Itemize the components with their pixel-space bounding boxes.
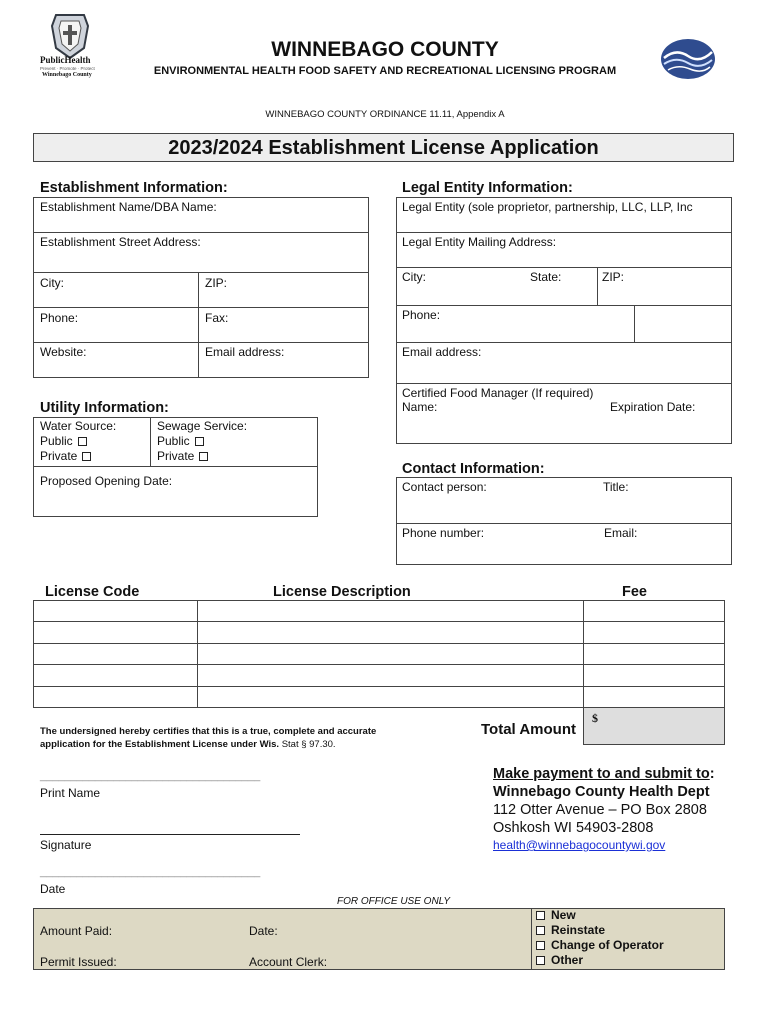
permit-issued-field[interactable]: Permit Issued: [40, 955, 117, 969]
license-code-header: License Code [45, 584, 140, 600]
contact-heading: Contact Information: [402, 461, 545, 477]
contact-phone-field[interactable]: Phone number: [402, 526, 485, 540]
cfm-expiration-field[interactable]: Expiration Date: [610, 400, 696, 414]
office-use-heading: FOR OFFICE USE ONLY [337, 896, 450, 907]
sewage-private-option[interactable]: Private [157, 449, 208, 463]
legal-state-field[interactable]: State: [530, 270, 562, 284]
option-change-of-operator[interactable]: Change of Operator [536, 938, 664, 953]
table-row[interactable] [33, 664, 725, 665]
establishment-city-field[interactable]: City: [40, 276, 64, 290]
checkbox-other[interactable] [536, 956, 545, 965]
page-title: WINNEBAGO COUNTY [271, 38, 499, 61]
logo-text-county: Winnebago County [42, 72, 92, 78]
fee-header: Fee [622, 584, 647, 600]
table-row[interactable] [33, 621, 725, 622]
ordinance-text: WINNEBAGO COUNTY ORDINANCE 11.11, Appendix A [265, 109, 505, 120]
establishment-email-field[interactable]: Email address: [205, 345, 285, 359]
total-amount-field[interactable] [583, 707, 725, 745]
date-line[interactable]: ____________________________________ [40, 866, 261, 878]
establishment-phone-field[interactable]: Phone: [40, 311, 79, 325]
dollar-sign: $ [592, 711, 598, 725]
table-row[interactable] [33, 686, 725, 687]
office-options [536, 908, 664, 968]
cfm-label: Certified Food Manager (If required) [402, 386, 594, 400]
establishment-name-field[interactable]: Establishment Name/DBA Name: [40, 200, 217, 214]
date-label: Date [40, 882, 66, 896]
opening-date-field[interactable]: Proposed Opening Date: [40, 474, 173, 488]
sewage-public-option[interactable]: Public [157, 434, 204, 448]
payment-dept: Winnebago County Health Dept [493, 784, 710, 800]
contact-email-field[interactable]: Email: [604, 526, 638, 540]
water-public-option[interactable]: Public [40, 434, 87, 448]
amount-paid-field[interactable]: Amount Paid: [40, 924, 113, 938]
checkbox-new[interactable] [536, 911, 545, 920]
certification-text: The undersigned hereby certifies that this is a true, complete and accurate application for the Establishment License under Wis. Stat § 97.30. [40, 726, 377, 750]
signature-label: Signature [40, 838, 92, 852]
option-other[interactable]: Other [536, 953, 664, 968]
print-name-line[interactable]: ____________________________________ [40, 770, 261, 782]
form-title-box [33, 133, 734, 162]
sewage-private-checkbox[interactable] [199, 452, 208, 461]
water-private-option[interactable]: Private [40, 449, 91, 463]
total-amount-label: Total Amount [481, 721, 576, 738]
payment-address-2: Oshkosh WI 54903-2808 [493, 820, 654, 836]
option-reinstate[interactable]: Reinstate [536, 923, 664, 938]
legal-mailing-field[interactable]: Legal Entity Mailing Address: [402, 235, 557, 249]
legal-heading: Legal Entity Information: [402, 180, 573, 196]
contact-person-field[interactable]: Contact person: [402, 480, 487, 494]
checkbox-reinstate[interactable] [536, 926, 545, 935]
cfm-name-field[interactable]: Name: [402, 400, 438, 414]
legal-city-field[interactable]: City: [402, 270, 426, 284]
water-public-checkbox[interactable] [78, 437, 87, 446]
establishment-street-field[interactable]: Establishment Street Address: [40, 235, 201, 249]
payment-email-link[interactable]: health@winnebagocountywi.gov [493, 838, 666, 852]
payment-heading: Make payment to and submit to: [493, 766, 715, 782]
checkbox-change-of-operator[interactable] [536, 941, 545, 950]
license-table [33, 600, 725, 708]
sewage-service-label: Sewage Service: [157, 419, 248, 433]
establishment-fax-field[interactable]: Fax: [205, 311, 229, 325]
establishment-heading: Establishment Information: [40, 180, 228, 196]
account-clerk-field[interactable]: Account Clerk: [249, 955, 328, 969]
establishment-zip-field[interactable]: ZIP: [205, 276, 228, 290]
signature-line[interactable] [40, 834, 300, 835]
contact-title-field[interactable]: Title: [603, 480, 629, 494]
license-description-header: License Description [273, 584, 411, 600]
logo-text-public-health: PublicHealth [40, 55, 91, 65]
table-row[interactable] [33, 643, 725, 644]
logo-text-tagline: Prevent · Promote · Protect [40, 66, 95, 71]
legal-email-field[interactable]: Email address: [402, 345, 482, 359]
utility-heading: Utility Information: [40, 400, 169, 416]
office-date-field[interactable]: Date: [249, 924, 278, 938]
water-private-checkbox[interactable] [82, 452, 91, 461]
form-title: 2023/2024 Establishment License Application [168, 137, 599, 159]
payment-address-1: 112 Otter Avenue – PO Box 2808 [493, 802, 707, 818]
legal-entity-field[interactable]: Legal Entity (sole proprietor, partnership, LLC, LLP, Inc [402, 200, 693, 214]
option-new[interactable]: New [536, 908, 664, 923]
water-source-label: Water Source: [40, 419, 117, 433]
sewage-public-checkbox[interactable] [195, 437, 204, 446]
legal-phone-field[interactable]: Phone: [402, 308, 441, 322]
program-subtitle: ENVIRONMENTAL HEALTH FOOD SAFETY AND RECREATIONAL LICENSING PROGRAM [153, 65, 617, 77]
establishment-website-field[interactable]: Website: [40, 345, 87, 359]
print-name-label: Print Name [40, 786, 101, 800]
legal-zip-field[interactable]: ZIP: [602, 270, 625, 284]
